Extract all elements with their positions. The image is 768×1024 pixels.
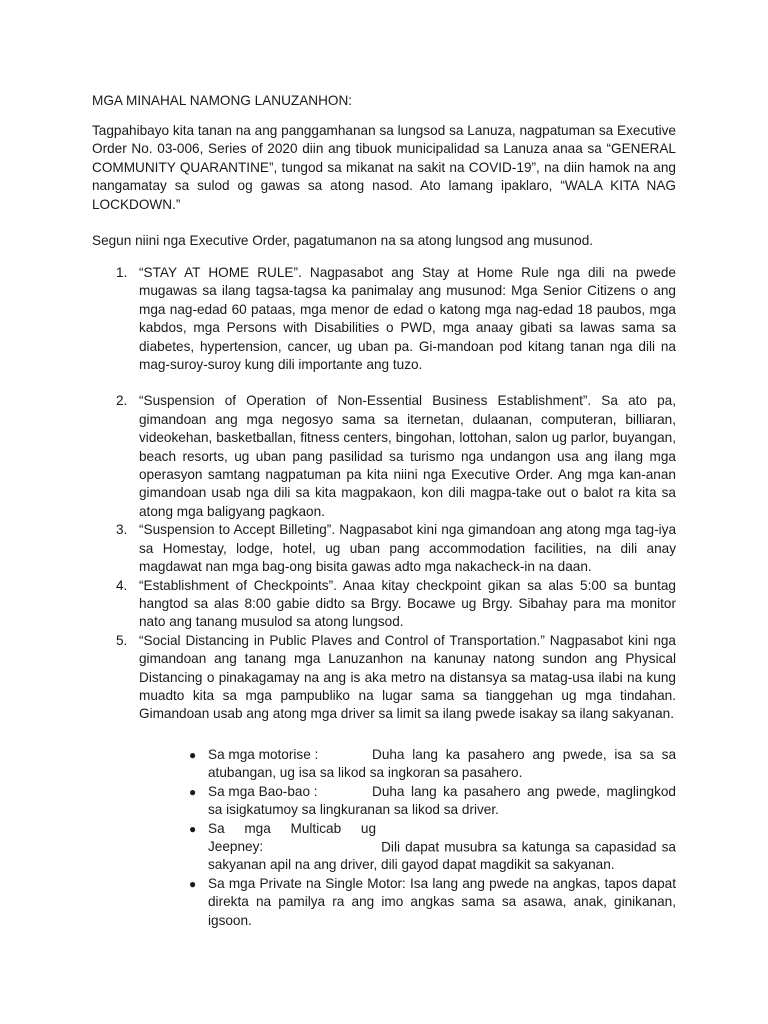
bullet-motorise	[92, 746, 676, 783]
bullet-text: Isa lang ang pwede na angkas, tapos dapat direkta na pamilya ra ang imo angkas sama sa asawa, anak, ginikanan, igsoon.	[208, 875, 676, 928]
list-number: 3.	[116, 522, 128, 538]
list-item-social-distancing	[92, 632, 676, 724]
list-item-text: “Social Distancing in Public Plaves and Control of Transportation.” Nagpasabot kini nga gimandoan ang tanang mga Lanuzanhon na kanunay natong sundon ang Physical Distancing o pinakagamay na ang is aka metro na distansya sa matag-usa ilabi na kung muadto kita sa mga pampubliko na lugar sama sa tianggehan ug mga tindahan. Gimandoan usab ang atong mga driver sa limit sa ilang pwede isakay sa ilang sakyanan.	[139, 632, 676, 722]
bullet-private-single-motor	[92, 875, 676, 930]
list-item-text: “STAY AT HOME RULE”. Nagpasabot ang Stay at Home Rule nga dili na pwede mugawas sa ilang tagsa-tagsa ka panimalay ang musunod: Mga Senior Citizens o ang mga nag-edad 60 pataas, mga menor de edad o katong mga nag-edad 18 paubos, mga kabdos, mga Persons with Disabilities o PWD, mga anaay gibati sa lawas sama sa diabetes, hypertension, cancer, ug uban pa. Gi-mandoan pod kitang tanan nga dili na mag-suroy-suroy kung dili importante ang tuzo.	[139, 265, 676, 373]
transport-bullet-list	[92, 746, 676, 930]
list-number: 4.	[116, 577, 128, 593]
bullet-text: Duha lang ka pasahero ang pwede, maglingkod sa isigkatumoy sa lingkuranan sa likod sa driver.	[208, 783, 676, 818]
executive-order-paragraph: Segun niini nga Executive Order, pagatumanon na sa atong lungsod ang musunod.	[92, 233, 594, 248]
list-item-text: “Establishment of Checkpoints”. Anaa kitay checkpoint gikan sa alas 5:00 sa buntag hangtod sa alas 8:00 gabie didto sa Brgy. Bocawe ug Brgy. Sibahay para ma monitor nato ang tanang musulod sa atong lungsod.	[139, 577, 676, 630]
list-item-text: “Suspension to Accept Billeting”. Nagpasabot kini nga gimandoan ang atong mga tag-iya sa Homestay, lodge, hotel, ug uban pang accommodation facilities, na dili anay magdawat nan mga bag-ong bisita gawas adto mga nakacheck-in na daan.	[139, 522, 676, 575]
bullet-multicab-jeepney	[92, 820, 676, 875]
bullet-icon: ●	[189, 748, 197, 762]
bullet-bao-bao	[92, 783, 676, 820]
intro-paragraph: Tagpahibayo kita tanan na ang panggamhanan sa lungsod sa Lanuza, nagpatuman sa Executive Order No. 03-006, Series of 2020 diin ang tibuok municipalidad sa Lanuza anaa sa “GENERAL COMMUNITY QUARANTINE”, tungod sa mikanat na sakit na COVID-19”, na diin hamok na ang nangamatay sa sulod og gawas sa atong nasod. Ato lamang ipaklaro, “WALA KITA NAG LOCKDOWN.”	[92, 123, 676, 212]
list-item-business-suspension	[92, 392, 676, 521]
bullet-text: Dili dapat musubra sa katunga sa capasidad sa sakyanan apil na ang driver, dili gayod dapat magdikit sa sakyanan.	[208, 839, 676, 873]
list-item-stay-at-home	[92, 264, 676, 374]
list-number: 2.	[116, 393, 128, 409]
numbered-list	[92, 264, 676, 724]
bullet-label: Sa mga Multicab ug Jeepney:	[208, 820, 376, 855]
bullet-label: Sa mga Bao-bao :	[208, 783, 318, 799]
list-number: 1.	[116, 265, 128, 280]
list-item-billeting	[92, 521, 676, 576]
bullet-icon: ●	[189, 784, 197, 799]
bullet-icon: ●	[189, 821, 197, 836]
bullet-text: Duha lang ka pasahero ang pwede, isa sa sa atubangan, ug isa sa likod sa ingkoran sa pasahero.	[208, 747, 676, 781]
salutation-heading: MGA MINAHAL NAMONG LANUZANHON:	[92, 93, 353, 108]
bullet-icon: ●	[189, 876, 197, 891]
bullet-label: Sa mga Private na Single Motor:	[208, 875, 406, 891]
list-number: 5.	[116, 632, 128, 648]
list-item-text: “Suspension of Operation of Non-Essential Business Establishment”. Sa ato pa, gimandoan ang mga negosyo sama sa iternetan, dulaanan, computeran, billiaran, videokehan, basketballan, fitness centers, bingohan, lottohan, salon ug parlor, buyangan, beach resorts, ug uban pang pasilidad sa turismo nga undangon usa ang ilang mga operasyon samtang nagpatuman pa kita niini nga Executive Order. Ang mga kan-anan gimandoan usab nga dili sa kita magpakaon, kon dili magpa-take out o balot ra kita sa atong mga baligyang pagkaon.	[139, 393, 676, 519]
bullet-label: Sa mga motorise :	[208, 747, 319, 762]
list-item-checkpoints	[92, 577, 676, 632]
